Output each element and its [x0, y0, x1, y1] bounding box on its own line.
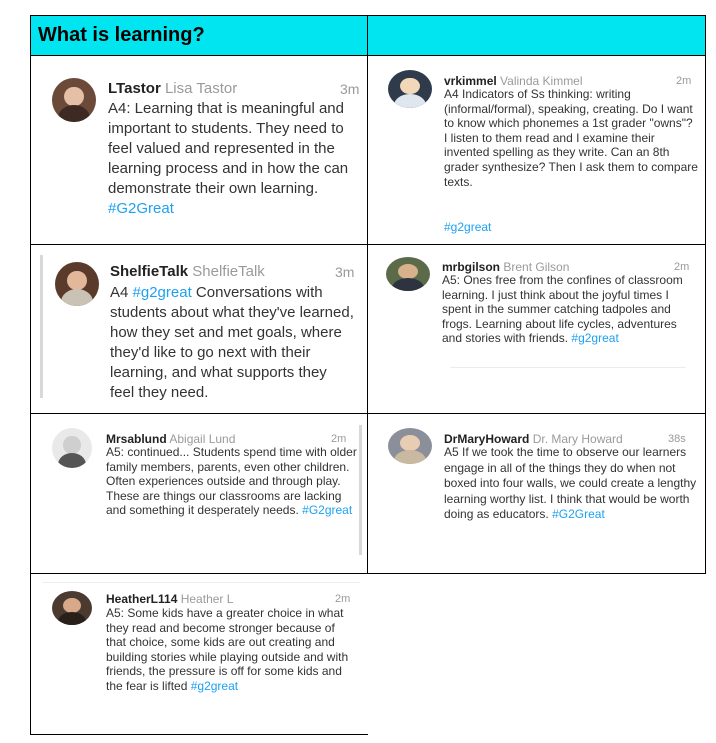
tweet-prefix: A4	[110, 284, 129, 301]
tweet-display-name: Valinda Kimmel	[500, 74, 583, 88]
tweet-header	[444, 74, 583, 88]
tweet-body: Conversations with students about what they've learned, how they set and met goals, where they'd like to go next with their learning, and what supports they feel they need.	[110, 284, 354, 401]
card-divider	[450, 367, 686, 368]
tweet-hashtag[interactable]: #g2great	[132, 284, 192, 301]
tweet-display-name: Dr. Mary Howard	[532, 432, 623, 446]
thread-line	[359, 425, 362, 555]
tweet-header	[110, 263, 265, 280]
tweet-display-name: Heather L	[180, 592, 234, 606]
tweet-display-name: Lisa Tastor	[164, 80, 238, 97]
tweet-hashtag[interactable]: #g2great	[190, 678, 239, 693]
tweet-text	[442, 273, 698, 346]
tweet-hashtag[interactable]: #g2great	[571, 331, 619, 346]
tweet-handle[interactable]: DrMaryHoward	[444, 432, 530, 446]
blonde-woman-portrait-icon[interactable]	[388, 70, 432, 108]
tweet-time: 3m	[340, 81, 360, 97]
woman-dark-hair-icon[interactable]	[52, 591, 92, 625]
grid-divider-row1	[30, 244, 706, 245]
tweet-handle[interactable]: ShelfieTalk	[110, 263, 189, 280]
reader-with-book-icon[interactable]	[55, 262, 99, 306]
grid-divider-header	[30, 55, 706, 56]
tweet-body: A5: Some kids have a greater choice in what they read and become stronger because of that choice, some kids are out creating and building stories while playing outside and with friends, the pressure is off for some kids and the fear is lifted	[106, 606, 349, 693]
tweet-handle[interactable]: LTastor	[108, 80, 161, 97]
grid-border-top	[30, 15, 706, 16]
grid-divider-row3	[30, 573, 706, 574]
woman-glasses-bw-icon[interactable]	[52, 428, 92, 468]
tweet-display-name: ShelfieTalk	[192, 263, 265, 280]
tweet-handle[interactable]: mrbgilson	[442, 260, 501, 274]
tweet-header	[106, 432, 235, 446]
grid-divider-column	[367, 15, 368, 574]
woman-closeup-icon[interactable]	[388, 428, 432, 464]
tweet-header	[108, 80, 237, 97]
tweet-time: 3m	[335, 264, 355, 280]
tweet-text	[110, 283, 354, 403]
tweet-body: A5 If we took the time to observe our learners engage in all of the things they do when not boxed into four walls, we could create a lengthy learning worthy list. I think that would be worth doing as educators.	[444, 445, 697, 521]
tweet-display-name: Abigail Lund	[169, 432, 236, 446]
tweet-handle[interactable]: Mrsablund	[106, 432, 167, 446]
tweet-body: A4 Indicators of Ss thinking: writing (informal/formal), speaking, creating. Do I want to know which phonemes a 1st grader "owns"? I listen to them read and I examine their invented spelling as they write. Can an 8th grader synthesize? Then I ask them to compare texts.	[444, 87, 698, 189]
tweet-text	[444, 445, 700, 523]
tweet-hashtag[interactable]: #G2Great	[108, 200, 174, 217]
tweet-header	[444, 432, 623, 446]
tweet-text	[108, 99, 358, 219]
page-title: What is learning?	[38, 24, 205, 46]
tweet-body: A4: Learning that is meaningful and important to students. They need to feel valued and represented in the learning process and in how the can demonstrate their own learning.	[108, 100, 349, 197]
grid-border-bottom	[30, 734, 368, 735]
tweet-body: A5: continued... Students spend time with older family members, parents, even other children. Often experiences outside and through play. These are things our classrooms are lacking and something it desperately needs.	[106, 445, 357, 518]
tweet-time: 2m	[331, 433, 347, 445]
man-outdoors-icon[interactable]	[386, 257, 430, 291]
tweet-time: 2m	[674, 261, 690, 273]
tweet-text	[106, 445, 358, 518]
tweet-time: 2m	[335, 593, 351, 605]
tweet-text	[444, 87, 698, 189]
tweet-hashtag[interactable]: #G2Great	[552, 507, 605, 521]
tweet-body: A5: Ones free from the confines of classroom learning. I just think about the joyful times I spent in the summer catching tadpoles and frogs. Learning about life cycles, adventures and stories with friends.	[442, 273, 683, 346]
tweet-time: 38s	[668, 433, 686, 445]
thread-line	[40, 255, 43, 398]
tweet-hashtag[interactable]: #G2great	[302, 503, 353, 518]
tweet-time: 2m	[676, 75, 692, 87]
tweet-header	[442, 260, 569, 274]
tweet-text	[106, 606, 358, 694]
grid-border-right	[705, 15, 706, 574]
tweet-handle[interactable]: HeatherL114	[106, 592, 178, 606]
tweet-hashtag[interactable]: #g2great	[444, 220, 492, 234]
tweet-header	[106, 592, 233, 606]
card-divider	[42, 582, 360, 583]
tweet-handle[interactable]: vrkimmel	[444, 74, 497, 88]
grid-divider-row2	[30, 413, 706, 414]
grid-border-left	[30, 15, 31, 735]
tweet-display-name: Brent Gilson	[503, 260, 570, 274]
woman-portrait-icon[interactable]	[52, 78, 96, 122]
